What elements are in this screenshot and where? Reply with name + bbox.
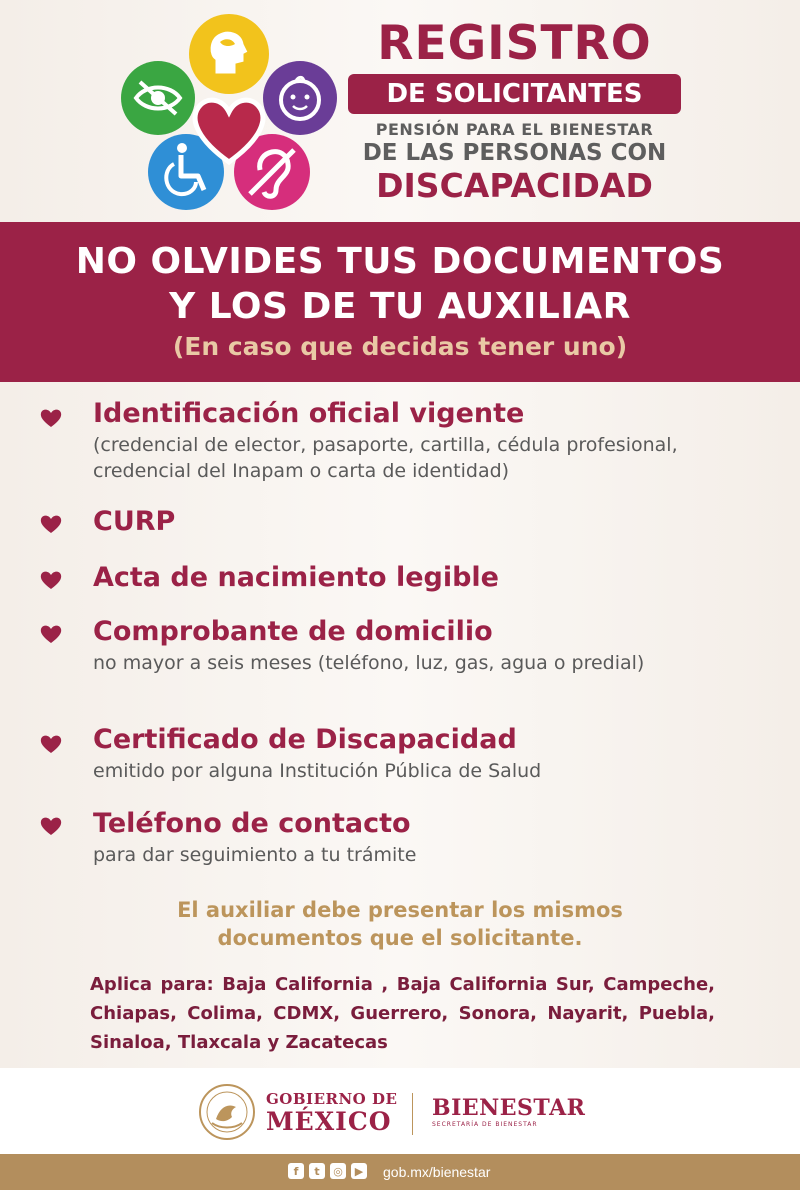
auxiliar-note: [0, 896, 800, 952]
head-profile-icon: [189, 14, 269, 94]
document-description: emitido por alguna Institución Pública de Salud: [93, 760, 542, 782]
reminder-banner: [0, 222, 800, 382]
document-title: Certificado de Discapacidad: [93, 724, 517, 755]
mexico-coat-of-arms-icon: [198, 1083, 256, 1141]
list-item: [0, 806, 800, 876]
list-item: [0, 722, 800, 806]
heart-bullet-icon: [40, 816, 62, 836]
twitter-icon[interactable]: t: [309, 1163, 325, 1179]
website-link[interactable]: gob.mx/bienestar: [383, 1164, 491, 1180]
header: [0, 0, 800, 222]
document-title: Identificación oficial vigente: [93, 398, 525, 429]
facebook-icon[interactable]: f: [288, 1163, 304, 1179]
list-item: [0, 614, 800, 722]
baby-face-icon: [263, 61, 337, 135]
youtube-icon[interactable]: ▶: [351, 1163, 367, 1179]
title-registro: REGISTRO: [377, 16, 652, 71]
social-links: [288, 1163, 367, 1181]
title-pension: PENSIÓN PARA EL BIENESTAR: [375, 120, 654, 139]
banner-line-1: NO OLVIDES TUS DOCUMENTOS: [75, 241, 725, 282]
list-item: [0, 396, 800, 504]
banner-line-2: Y LOS DE TU AUXILIAR: [169, 286, 631, 327]
title-block: [342, 18, 687, 205]
document-title: CURP: [93, 506, 176, 537]
document-description: para dar seguimiento a tu trámite: [93, 844, 417, 866]
auxiliar-note-line-1: El auxiliar debe presentar los mismos: [177, 898, 623, 922]
gobierno-text: GOBIERNO DE: [266, 1090, 398, 1108]
heart-bullet-icon: [40, 734, 62, 754]
heart-bullet-icon: [40, 514, 62, 534]
title-solicitantes: DE SOLICITANTES: [348, 74, 681, 114]
bienestar-logo: [432, 1096, 585, 1130]
heart-bullet-icon: [40, 408, 62, 428]
document-list: [0, 396, 800, 876]
document-title: Comprobante de domicilio: [93, 616, 493, 647]
footer-logos: [0, 1068, 800, 1154]
footer-divider: [412, 1093, 413, 1135]
title-personas: DE LAS PERSONAS CON: [362, 140, 667, 166]
document-description: (credencial de elector, pasaporte, cartilla, cédula profesional, credencial del Inapam o carta de identidad): [93, 434, 678, 482]
secretaria-text: SECRETARÍA DE BIENESTAR: [432, 1121, 538, 1128]
title-discapacidad: DISCAPACIDAD: [376, 166, 653, 205]
document-title: Teléfono de contacto: [93, 808, 411, 839]
banner-subtitle: (En caso que decidas tener uno): [172, 332, 628, 361]
heart-bullet-icon: [40, 624, 62, 644]
document-title: Acta de nacimiento legible: [93, 562, 499, 593]
auxiliar-note-line-2: documentos que el solicitante.: [217, 926, 583, 950]
bienestar-text: BIENESTAR: [432, 1095, 586, 1121]
applicable-states: Aplica para: Baja California , Baja California Sur, Campeche, Chiapas, Colima, CDMX, Guerrero, Sonora, Nayarit, Puebla, Sinaloa, Tlaxcala y Zacatecas: [90, 974, 715, 1053]
mexico-text: MÉXICO: [266, 1107, 392, 1136]
list-item: [0, 560, 800, 614]
eye-crossed-icon: [121, 61, 195, 135]
gobierno-de-mexico-logo: [266, 1090, 397, 1136]
document-description: no mayor a seis meses (teléfono, luz, gas, agua o predial): [93, 652, 645, 674]
list-item: [0, 504, 800, 560]
disability-flower-logo: [118, 12, 340, 212]
instagram-icon[interactable]: ◎: [330, 1163, 346, 1179]
heart-bullet-icon: [40, 570, 62, 590]
